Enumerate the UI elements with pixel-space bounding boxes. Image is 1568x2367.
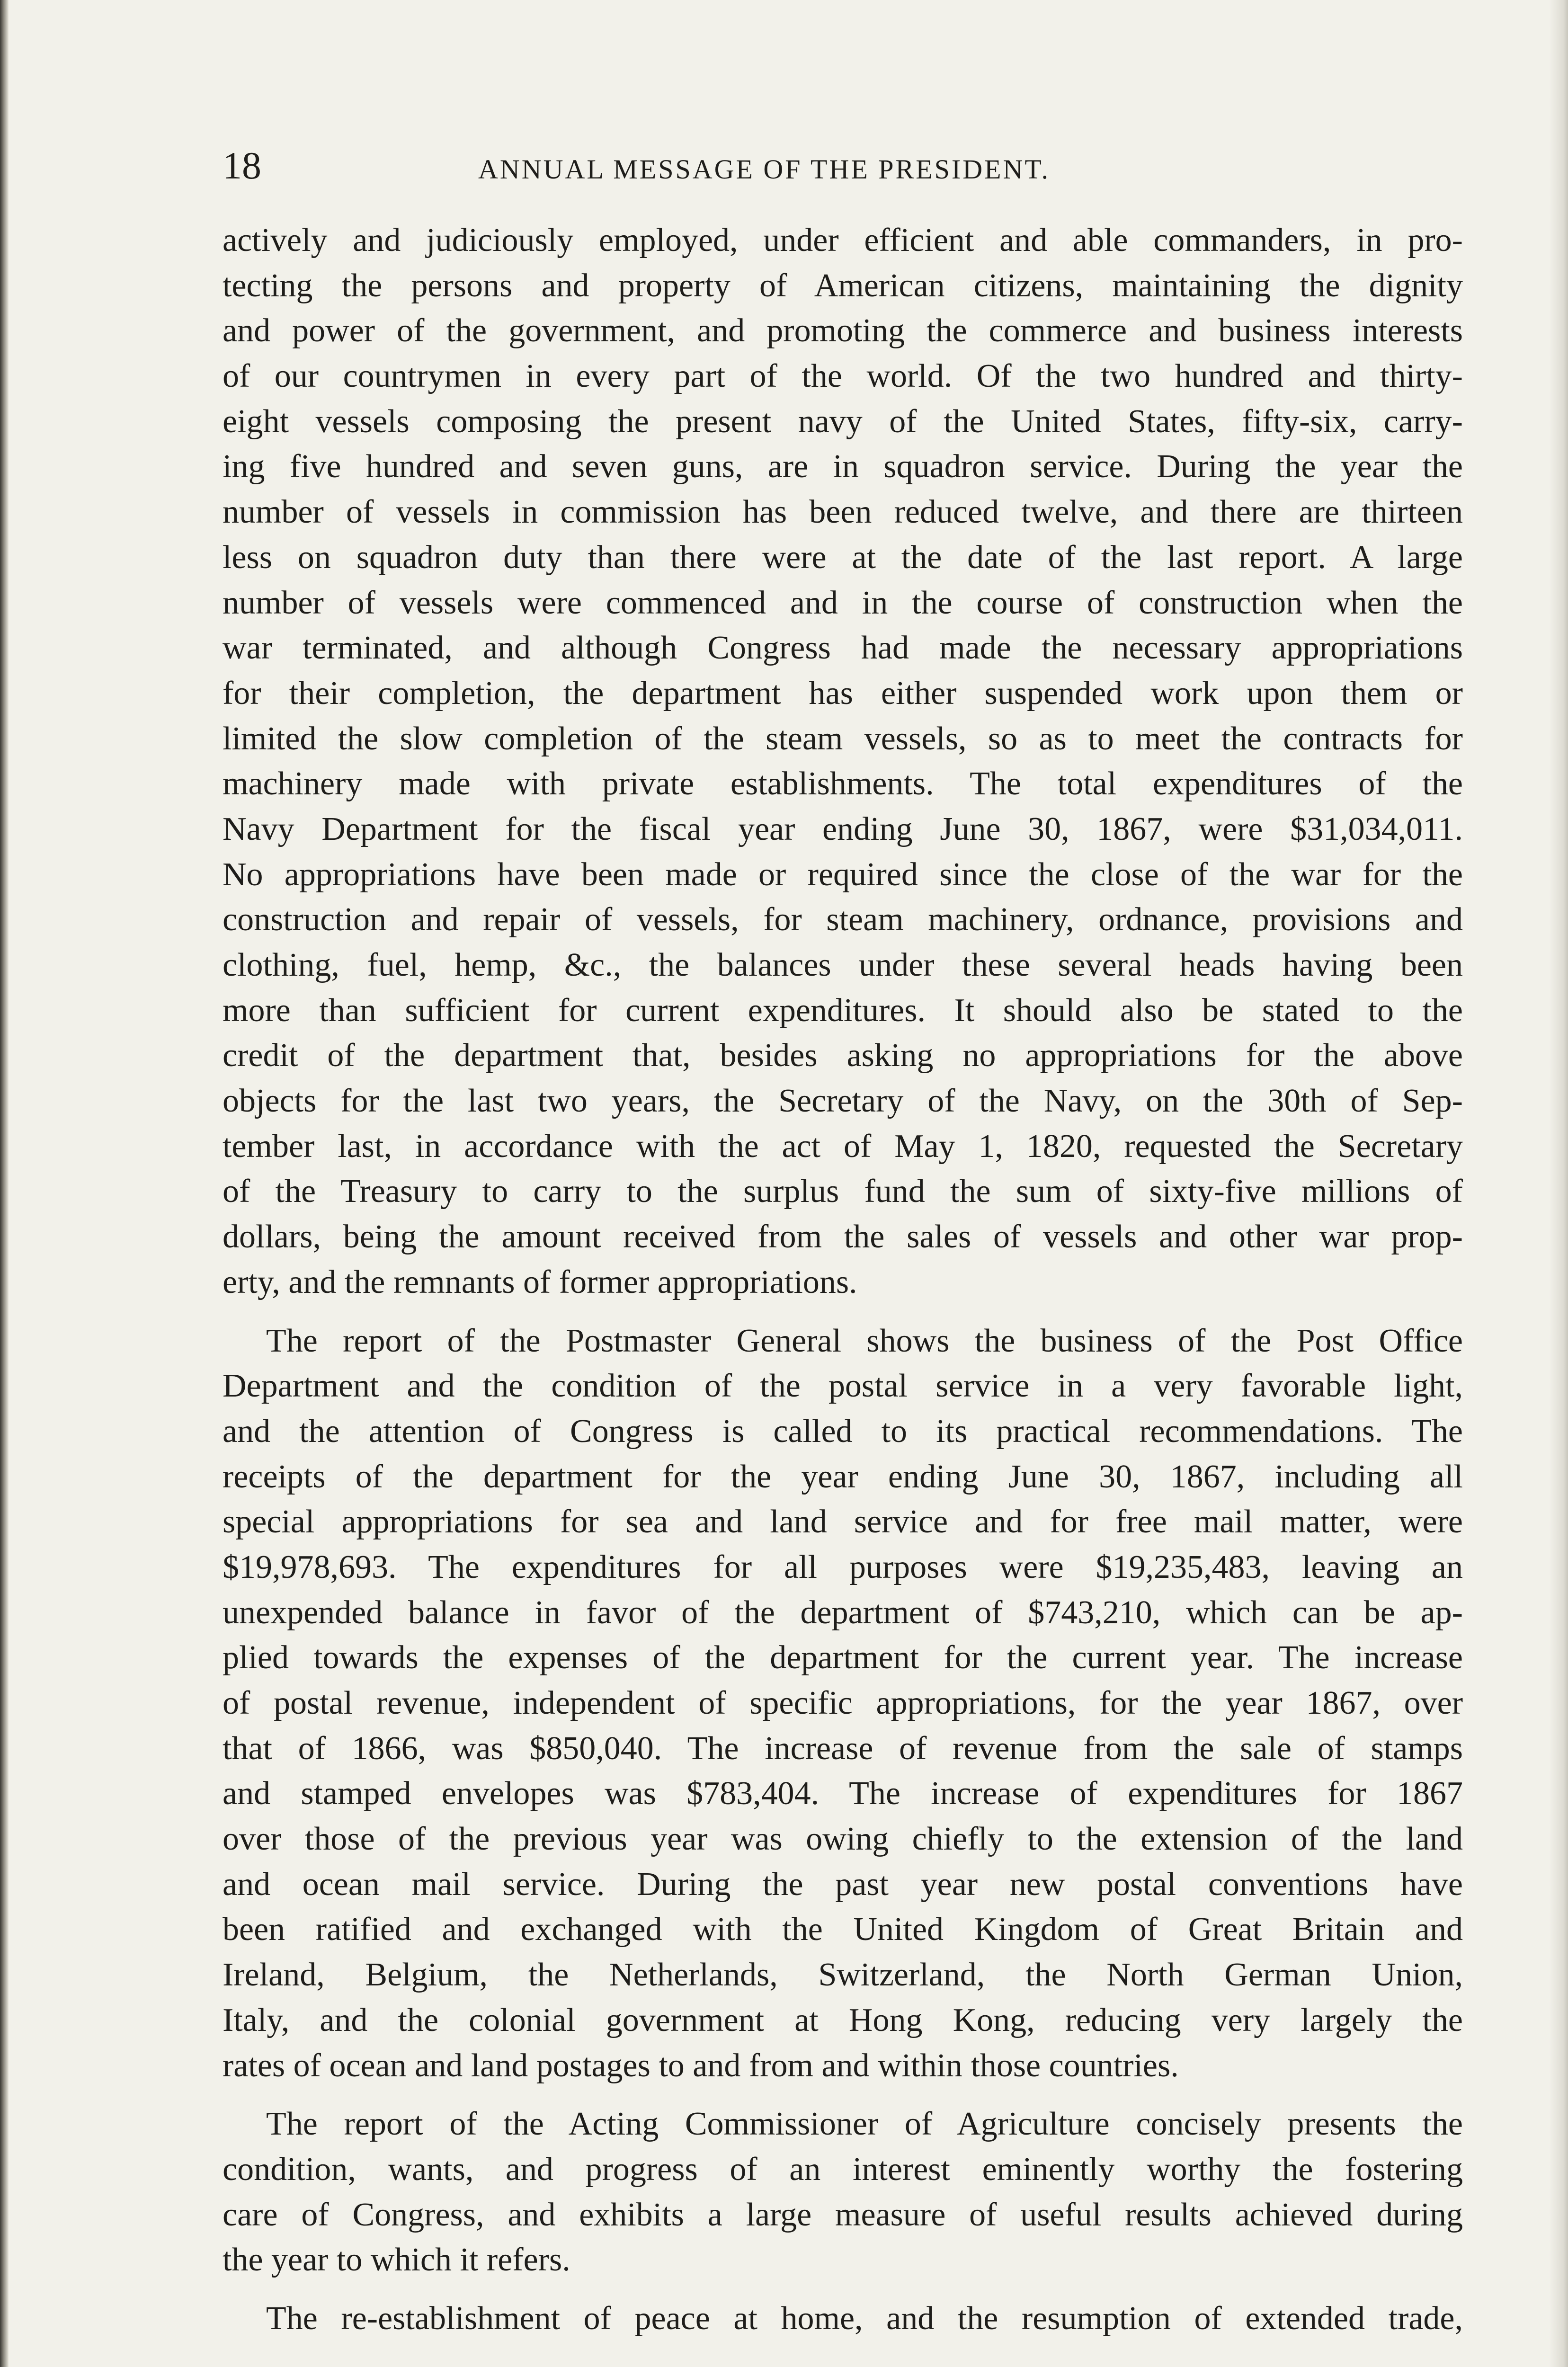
text-line: The report of the Acting Commissioner of Agriculture concisely presents the [266,2106,1463,2143]
text-line: receipts of the department for the year ending June 30, 1867, including all [223,1458,1463,1495]
running-head: ANNUAL MESSAGE OF THE PRESIDENT. [478,154,1051,185]
document-page [223,142,1463,2337]
text-line: limited the slow completion of the steam vessels, so as to meet the contracts for [223,720,1463,757]
text-line: plied towards the expenses of the department for the current year. The increase [223,1639,1463,1676]
text-line: care of Congress, and exhibits a large measure of useful results achieved during [223,2196,1463,2233]
page-number: 18 [223,144,261,187]
paragraph-gap [223,1305,1463,1318]
scan-edge-right [1549,0,1568,2367]
text-line: unexpended balance in favor of the department of $743,210, which can be ap- [223,1594,1463,1631]
scan-edge-left [0,0,9,2367]
text-line: Navy Department for the fiscal year ending June 30, 1867, were $31,034,011. [223,810,1463,847]
text-line: ing five hundred and seven guns, are in squadron service. During the year the [223,448,1463,485]
text-line: erty, and the remnants of former appropriations. [223,1264,857,1300]
text-line: Department and the condition of the postal service in a very favorable light, [223,1368,1463,1405]
text-line: tecting the persons and property of American citizens, maintaining the dignity [223,267,1463,304]
text-line: and power of the government, and promoting the commerce and business interests [223,312,1463,349]
paragraph [223,2296,1463,2341]
body-text [223,218,1463,2341]
text-line: been ratified and exchanged with the United Kingdom of Great Britain and [223,1911,1463,1948]
text-line: No appropriations have been made or required since the close of the war for the [223,856,1463,893]
text-line: for their completion, the department has either suspended work upon them or [223,675,1463,712]
text-line: more than sufficient for current expenditures. It should also be stated to the [223,992,1463,1029]
text-line: and the attention of Congress is called to its practical recommendations. The [223,1413,1463,1450]
paragraph [223,2101,1463,2283]
text-line: dollars, being the amount received from the sales of vessels and other war prop- [223,1219,1463,1255]
text-line: over those of the previous year was owing chiefly to the extension of the land [223,1821,1463,1858]
text-line: of postal revenue, independent of specific appropriations, for the year 1867, over [223,1685,1463,1721]
text-line: special appropriations for sea and land service and for free mail matter, were [223,1504,1463,1540]
paragraph-gap [223,2088,1463,2101]
text-line: number of vessels in commission has been reduced twelve, and there are thirteen [223,494,1463,531]
text-line: rates of ocean and land postages to and from and within those countries. [223,2047,1179,2084]
text-line: that of 1866, was $850,040. The increase of revenue from the sale of stamps [223,1730,1463,1767]
text-line: clothing, fuel, hemp, &c., the balances under these several heads having been [223,947,1463,983]
text-line: The re-establishment of peace at home, and the resumption of extended trade, [266,2300,1463,2337]
text-line: tember last, in accordance with the act of May 1, 1820, requested the Secretary [223,1128,1463,1165]
text-line: of the Treasury to carry to the surplus fund the sum of sixty-five millions of [223,1173,1463,1210]
text-line: eight vessels composing the present navy of the United States, fifty-six, carry- [223,403,1463,440]
text-line: $19,978,693. The expenditures for all purposes were $19,235,483, leaving an [223,1548,1463,1585]
text-line: actively and judiciously employed, under efficient and able commanders, in pro- [223,222,1463,258]
text-line: and stamped envelopes was $783,404. The increase of expenditures for 1867 [223,1775,1463,1812]
text-line: war terminated, and although Congress had made the necessary appropriations [223,630,1463,667]
text-line: number of vessels were commenced and in the course of construction when the [223,584,1463,621]
text-line: Ireland, Belgium, the Netherlands, Switzerland, the North German Union, [223,1957,1463,1993]
text-line: construction and repair of vessels, for steam machinery, ordnance, provisions and [223,901,1463,938]
paragraph [223,218,1463,1305]
text-line: condition, wants, and progress of an interest eminently worthy the fostering [223,2151,1463,2188]
text-line: Italy, and the colonial government at Hong Kong, reducing very largely the [223,2002,1463,2038]
text-line: machinery made with private establishments. The total expenditures of the [223,765,1463,802]
text-line: and ocean mail service. During the past year new postal conventions have [223,1866,1463,1903]
page-header [223,142,1463,194]
text-line: objects for the last two years, the Secretary of the Navy, on the 30th of Sep- [223,1083,1463,1120]
text-line: The report of the Postmaster General shows the business of the Post Office [266,1322,1463,1359]
text-line: credit of the department that, besides asking no appropriations for the above [223,1037,1463,1074]
text-line: of our countrymen in every part of the world. Of the two hundred and thirty- [223,358,1463,395]
paragraph-gap [223,2283,1463,2296]
text-line: the year to which it refers. [223,2242,570,2278]
paragraph [223,1318,1463,2089]
text-line: less on squadron duty than there were at the date of the last report. A large [223,539,1463,576]
